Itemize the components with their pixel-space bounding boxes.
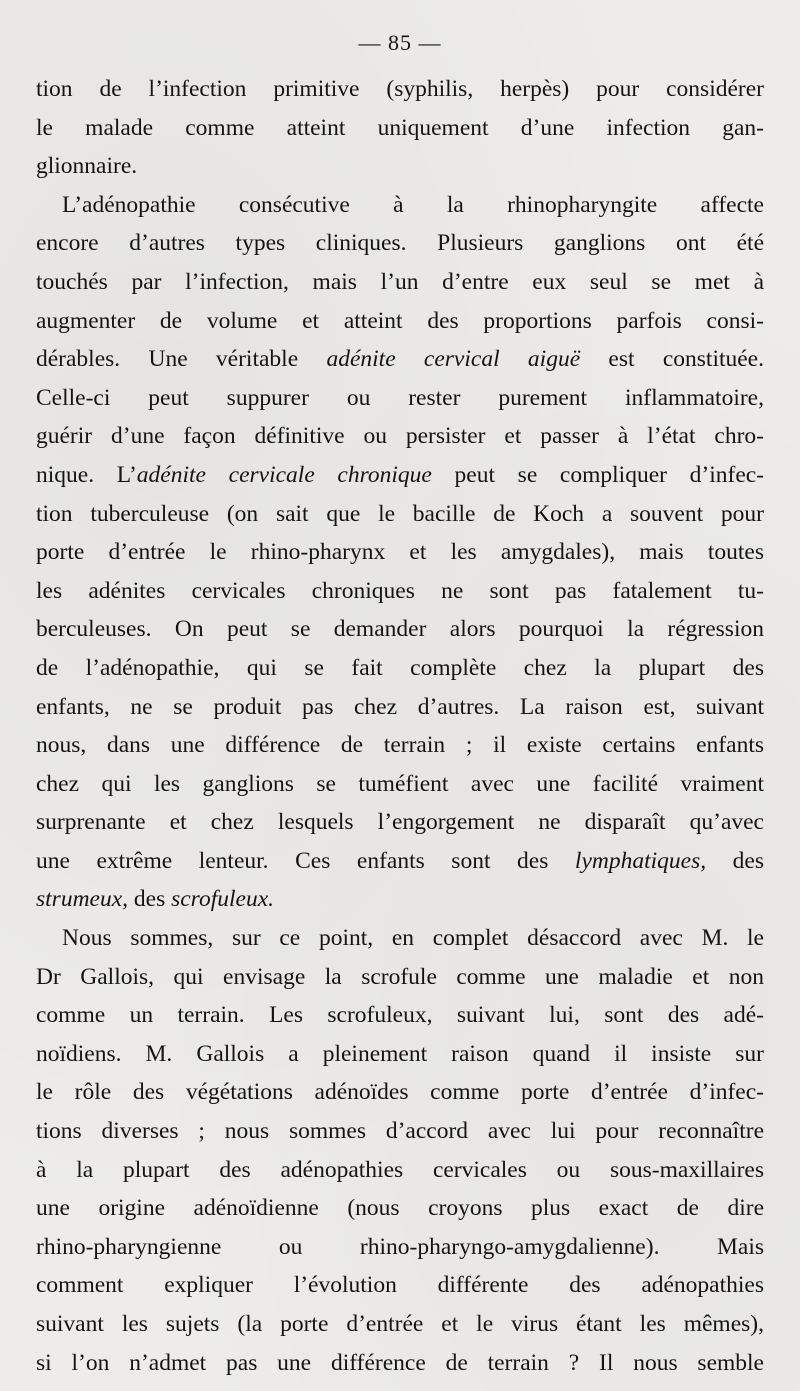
text-line bbox=[36, 456, 764, 495]
text-line: porte d’entrée le rhino-pharynx et les amygdales), mais toutes bbox=[36, 539, 764, 566]
text-line bbox=[36, 340, 764, 379]
text-line: enfants, ne se produit pas chez d’autres. La raison est, suivant bbox=[36, 693, 764, 720]
italic-text: strumeux, bbox=[36, 886, 129, 913]
text-line: à la plupart des adénopathies cervicales ou sous-maxillaires bbox=[36, 1156, 764, 1183]
text-line: le malade comme atteint uniquement d’une infection gan- bbox=[36, 114, 764, 141]
text-segment: des bbox=[706, 847, 765, 874]
italic-text: scrofuleux. bbox=[171, 886, 275, 913]
text-line: suivant les sujets (la porte d’entrée et le virus étant les mêmes), bbox=[36, 1311, 764, 1337]
text-line: L’adénopathie consécutive à la rhinopharyngite affecte bbox=[62, 191, 764, 218]
text-line: de l’adénopathie, qui se fait complète chez la plupart des bbox=[36, 654, 764, 681]
body-text bbox=[36, 70, 764, 1382]
text-line: le rôle des végétations adénoïdes comme porte d’entrée d’infec- bbox=[36, 1079, 764, 1106]
text-line: Celle-ci peut suppurer ou rester purement inflammatoire, bbox=[36, 384, 764, 411]
text-line: tion de l’infection primitive (syphilis, herpès) pour considérer bbox=[36, 76, 764, 102]
text-line bbox=[36, 880, 764, 919]
text-line: Dr Gallois, qui envisage la scrofule comme une maladie et non bbox=[36, 963, 764, 990]
text-segment: une extrême lenteur. Ces enfants sont des bbox=[36, 847, 575, 874]
text-line: glionnaire. bbox=[36, 153, 138, 180]
text-segment: est constituée. bbox=[580, 346, 764, 373]
text-line: tion tuberculeuse (on sait que le bacille de Koch a souvent pour bbox=[36, 500, 764, 527]
text-line: encore d’autres types cliniques. Plusieurs ganglions ont été bbox=[36, 230, 764, 257]
text-line bbox=[36, 842, 764, 881]
text-line: Nous sommes, sur ce point, en complet désaccord avec M. le bbox=[62, 925, 764, 952]
text-line: comme un terrain. Les scrofuleux, suivant lui, sont des adé- bbox=[36, 1002, 764, 1029]
italic-text: adénite cervical aiguë bbox=[326, 346, 581, 373]
text-line: tions diverses ; nous sommes d’accord avec lui pour reconnaître bbox=[36, 1118, 764, 1145]
text-line: comment expliquer l’évolution différente des adénopathies bbox=[36, 1272, 764, 1299]
text-line: les adénites cervicales chroniques ne sont pas fatalement tu- bbox=[36, 577, 764, 604]
text-segment: nique. L’ bbox=[36, 461, 137, 488]
text-line: si l’on n’admet pas une différence de terrain ? Il nous semble bbox=[36, 1349, 764, 1376]
text-segment: dérables. Une véritable bbox=[36, 346, 327, 373]
text-line: noïdiens. M. Gallois a pleinement raison quand il insiste sur bbox=[36, 1040, 764, 1067]
text-line: berculeuses. On peut se demander alors pourquoi la régression bbox=[36, 616, 764, 643]
page-number: — 85 — bbox=[358, 30, 442, 55]
text-line: rhino-pharyngienne ou rhino-pharyngo-amygdalienne). Mais bbox=[36, 1233, 764, 1260]
italic-text: adénite cervicale chronique bbox=[136, 461, 432, 488]
text-line: une origine adénoïdienne (nous croyons plus exact de dire bbox=[36, 1195, 764, 1222]
text-line: touchés par l’infection, mais l’un d’entre eux seul se met à bbox=[36, 268, 764, 295]
italic-text: lymphatiques, bbox=[574, 847, 707, 874]
text-segment: peut se compliquer d’infec- bbox=[431, 461, 765, 488]
text-line: surprenante et chez lesquels l’engorgement ne disparaît qu’avec bbox=[36, 809, 764, 836]
text-segment: des bbox=[128, 886, 172, 913]
text-line: augmenter de volume et atteint des proportions parfois consi- bbox=[36, 307, 764, 334]
text-line: nous, dans une différence de terrain ; il existe certains enfants bbox=[36, 732, 764, 759]
text-line: chez qui les ganglions se tuméfient avec une facilité vraiment bbox=[36, 770, 764, 797]
text-line: guérir d’une façon définitive ou persister et passer à l’état chro- bbox=[36, 423, 764, 450]
